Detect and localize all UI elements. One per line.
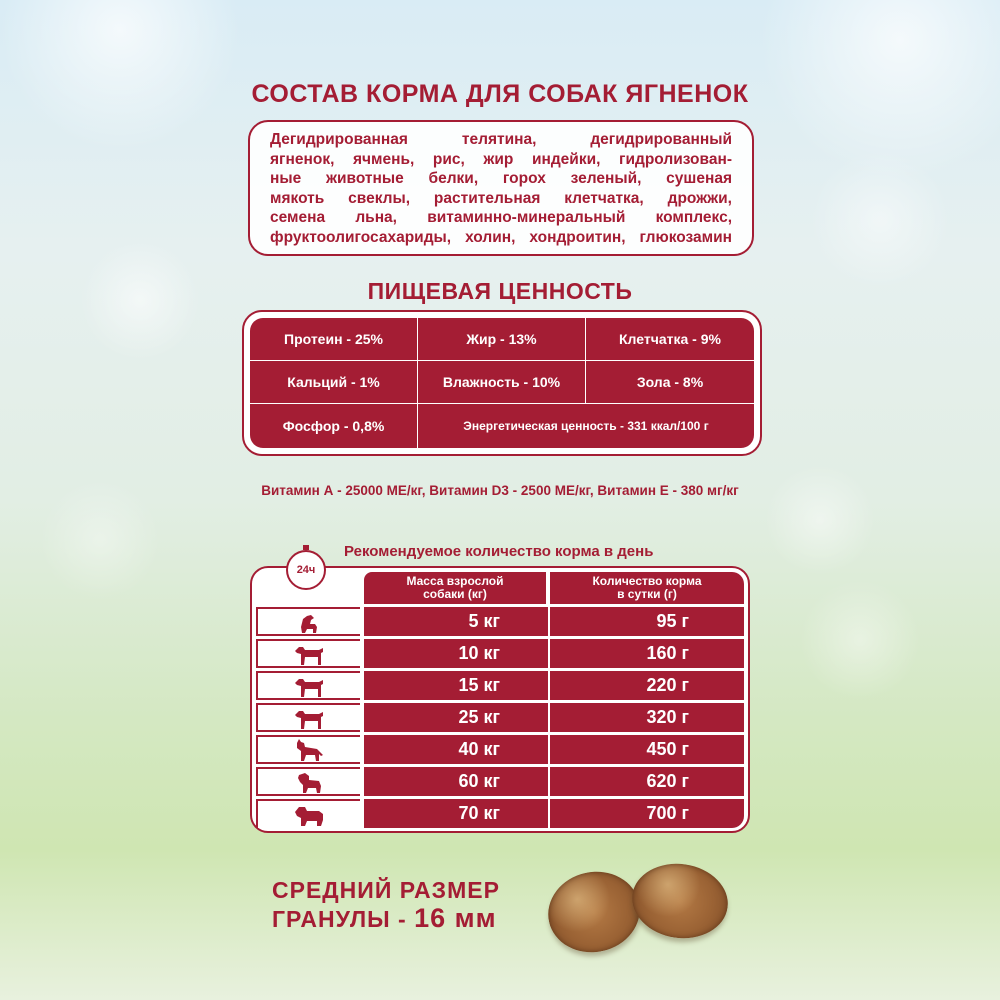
composition-text-box: [248, 120, 754, 256]
nutrition-title: ПИЩЕВАЯ ЦЕННОСТЬ: [367, 278, 633, 304]
shepherd-dog-icon: [256, 735, 360, 764]
nutrition-phosphorus: Фосфор - 0,8%: [250, 404, 418, 448]
row-mass: 60 кг: [364, 767, 548, 796]
granule-line-1: СРЕДНИЙ РАЗМЕР: [272, 877, 500, 903]
composition-line: семена льна, витаминно-минеральный комплекс,: [270, 209, 732, 226]
row-mass: 25 кг: [364, 703, 548, 732]
row-mass: 40 кг: [364, 735, 548, 764]
row-mass: 70 кг: [364, 799, 548, 828]
header-mass-line: Масса взрослой: [406, 574, 504, 588]
nutrition-table: [250, 318, 754, 448]
header-amount-line: в сутки (г): [617, 587, 677, 601]
header-food-amount: [550, 572, 744, 604]
clock-24h-icon: [286, 550, 326, 590]
header-dog-mass: [364, 572, 548, 604]
kibble-image: [627, 858, 732, 945]
granule-line-2: ГРАНУЛЫ -: [272, 906, 415, 932]
kibble-image: [541, 863, 648, 960]
composition-title: СОСТАВ КОРМА ДЛЯ СОБАК ЯГНЕНОК: [251, 80, 749, 108]
composition-line: фруктоолигосахариды, холин, хондроитин, глюкозамин: [270, 228, 732, 246]
nutrition-protein: Протеин - 25%: [250, 318, 418, 361]
row-amount: 220 г: [550, 671, 744, 700]
row-mass: 5 кг: [364, 607, 548, 636]
row-amount: 160 г: [550, 639, 744, 668]
composition-line: мякоть свеклы, растительная клетчатка, дрожжи,: [270, 189, 732, 207]
header-mass-line: собаки (кг): [423, 587, 487, 601]
row-amount: 620 г: [550, 767, 744, 796]
clock-label: 24ч: [296, 564, 316, 576]
table-row: [256, 767, 744, 797]
feeding-title: Рекомендуемое количество корма в день: [344, 543, 654, 560]
composition-line: ягненок, ячмень, рис, жир индейки, гидролизован-: [270, 150, 732, 168]
granule-size: 16 мм: [414, 903, 497, 933]
row-amount: 95 г: [550, 607, 744, 636]
giant-dog-icon: [256, 799, 360, 828]
composition-line: ные животные белки, горох зеленый, сушеная: [270, 170, 732, 187]
row-amount: 700 г: [550, 799, 744, 828]
large-dog-icon: [256, 767, 360, 796]
table-row: [256, 639, 744, 669]
dog-icon: [256, 703, 360, 732]
nutrition-moisture: Влажность - 10%: [418, 361, 586, 404]
nutrition-ash: Зола - 8%: [586, 361, 754, 404]
header-amount-line: Количество корма: [592, 574, 702, 588]
nutrition-fat: Жир - 13%: [418, 318, 586, 361]
vitamins-text: Витамин А - 25000 МЕ/кг, Витамин D3 - 2500 МЕ/кг, Витамин Е - 380 мг/кг: [261, 483, 739, 498]
table-row: [256, 607, 744, 637]
nutrition-calcium: Кальций - 1%: [250, 361, 418, 404]
small-dog-icon: [256, 607, 360, 636]
row-mass: 10 кг: [364, 639, 548, 668]
row-amount: 320 г: [550, 703, 744, 732]
nutrition-fiber: Клетчатка - 9%: [586, 318, 754, 361]
row-mass: 15 кг: [364, 671, 548, 700]
granule-size-text: [272, 876, 500, 933]
table-row: [256, 799, 744, 829]
composition-line: Дегидрированная телятина, дегидрированный: [270, 131, 732, 148]
table-row: [256, 671, 744, 701]
table-row: [256, 703, 744, 733]
nutrition-energy: Энергетическая ценность - 331 ккал/100 г: [418, 404, 754, 448]
row-amount: 450 г: [550, 735, 744, 764]
table-row: [256, 735, 744, 765]
dog-icon: [256, 639, 360, 668]
dog-icon: [256, 671, 360, 700]
